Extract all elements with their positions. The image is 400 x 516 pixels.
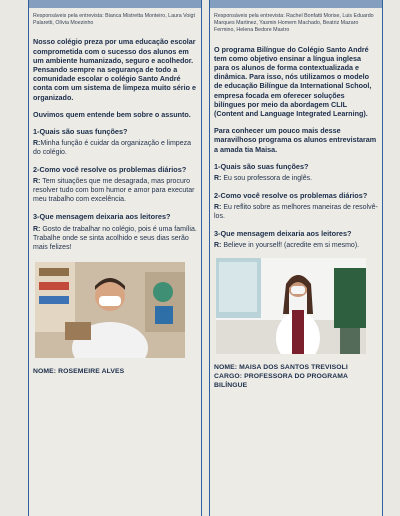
right-intro-paragraph-2: Para conhecer um pouco mais desse maravilhoso programa os alunos entrevistaram a amada tia Maisa. xyxy=(214,126,377,154)
right-caption-role: CARGO: PROFESSORA DO PROGRAMA BILÍNGUE xyxy=(214,373,348,389)
left-top-bar xyxy=(29,0,201,8)
right-top-bar xyxy=(210,0,382,8)
left-credits: Responsáveis pela entrevista: Bianca Mistretta Monteiro, Laura Voigt Palaretti, Olívia Moezinho xyxy=(33,13,195,27)
right-question-2: 2-Como você resolve os problemas diários? xyxy=(214,191,368,201)
left-intro-paragraph-1: Nosso colégio preza por uma educação escolar comprometida com o sucesso dos alunos em um ambiente humanizado, seguro e acolhedor. xyxy=(33,37,196,65)
left-question-1: 1-Quais são suas funções? xyxy=(33,127,128,137)
left-answer-2: R: Tem situações que me desagrada, mas procuro resolver tudo com bom humor e amor para executar meu trabalho com excelência. xyxy=(33,178,195,204)
left-answer-1: R:Minha função é cuidar da organização e limpeza do colégio. xyxy=(33,140,191,157)
right-answer-2: R: Eu reflito sobre as melhores maneiras de resolvê-los. xyxy=(214,204,378,221)
left-column xyxy=(28,0,202,516)
right-answer-3: R: Believe in yourself! (acredite em si mesmo). xyxy=(214,242,360,250)
right-answer-1: R: Eu sou professora de inglês. xyxy=(214,175,313,183)
left-answer-3: R: Gosto de trabalhar no colégio, pois é uma família. xyxy=(33,225,197,233)
left-intro xyxy=(33,37,197,119)
left-question-2: 2-Como você resolve os problemas diários? xyxy=(33,165,187,175)
right-question-1: 1-Quais são suas funções? xyxy=(214,161,309,171)
left-intro-paragraph-3: Ouvimos quem entende bem sobre o assunto. xyxy=(33,109,191,119)
right-question-3: 3-Que mensagem deixaria aos leitores? xyxy=(214,229,352,239)
maisa-photo xyxy=(216,258,366,354)
left-question-3: 3-Que mensagem deixaria aos leitores? xyxy=(33,212,171,222)
left-intro-paragraph-2: Pensando sempre na segurança de todo a comunidade escolar o colégio Santo André conta com um sistema de limpeza muito sério e organizado. xyxy=(33,65,196,102)
left-photo-caption: NOME: ROSEMEIRE ALVES xyxy=(33,367,125,375)
right-column xyxy=(209,0,383,516)
right-caption-name: NOME: MAISA DOS SANTOS TREVISOLI xyxy=(214,364,348,372)
right-credits: Responsáveis pela entrevista: Rachel Bonfatti Morise, Luis Eduardo Marques Martinez, Yasmin Homem Machado, Beatriz Mazaro Fermino, Helena Bedore Mastro xyxy=(214,13,374,34)
right-photo-caption xyxy=(214,364,378,390)
right-intro-paragraph-1: O programa Bilíngue do Colégio Santo André tem como objetivo ensinar a língua inglesa para os alunos de forma contextualizada e dinâmica. Para isso, nós utilizamos o modelo de educação Bilíngue da International School, empresa focada em oferecer soluções bilíngues por meio da abordagem CLIL (Content and Language Integrated Learning). xyxy=(214,44,372,119)
rosemeire-photo xyxy=(35,262,185,358)
left-answer-3-continued: Trabalhe onde se sinta acolhido e seus dias serão mais felizes! xyxy=(33,234,189,251)
right-intro xyxy=(214,45,378,154)
